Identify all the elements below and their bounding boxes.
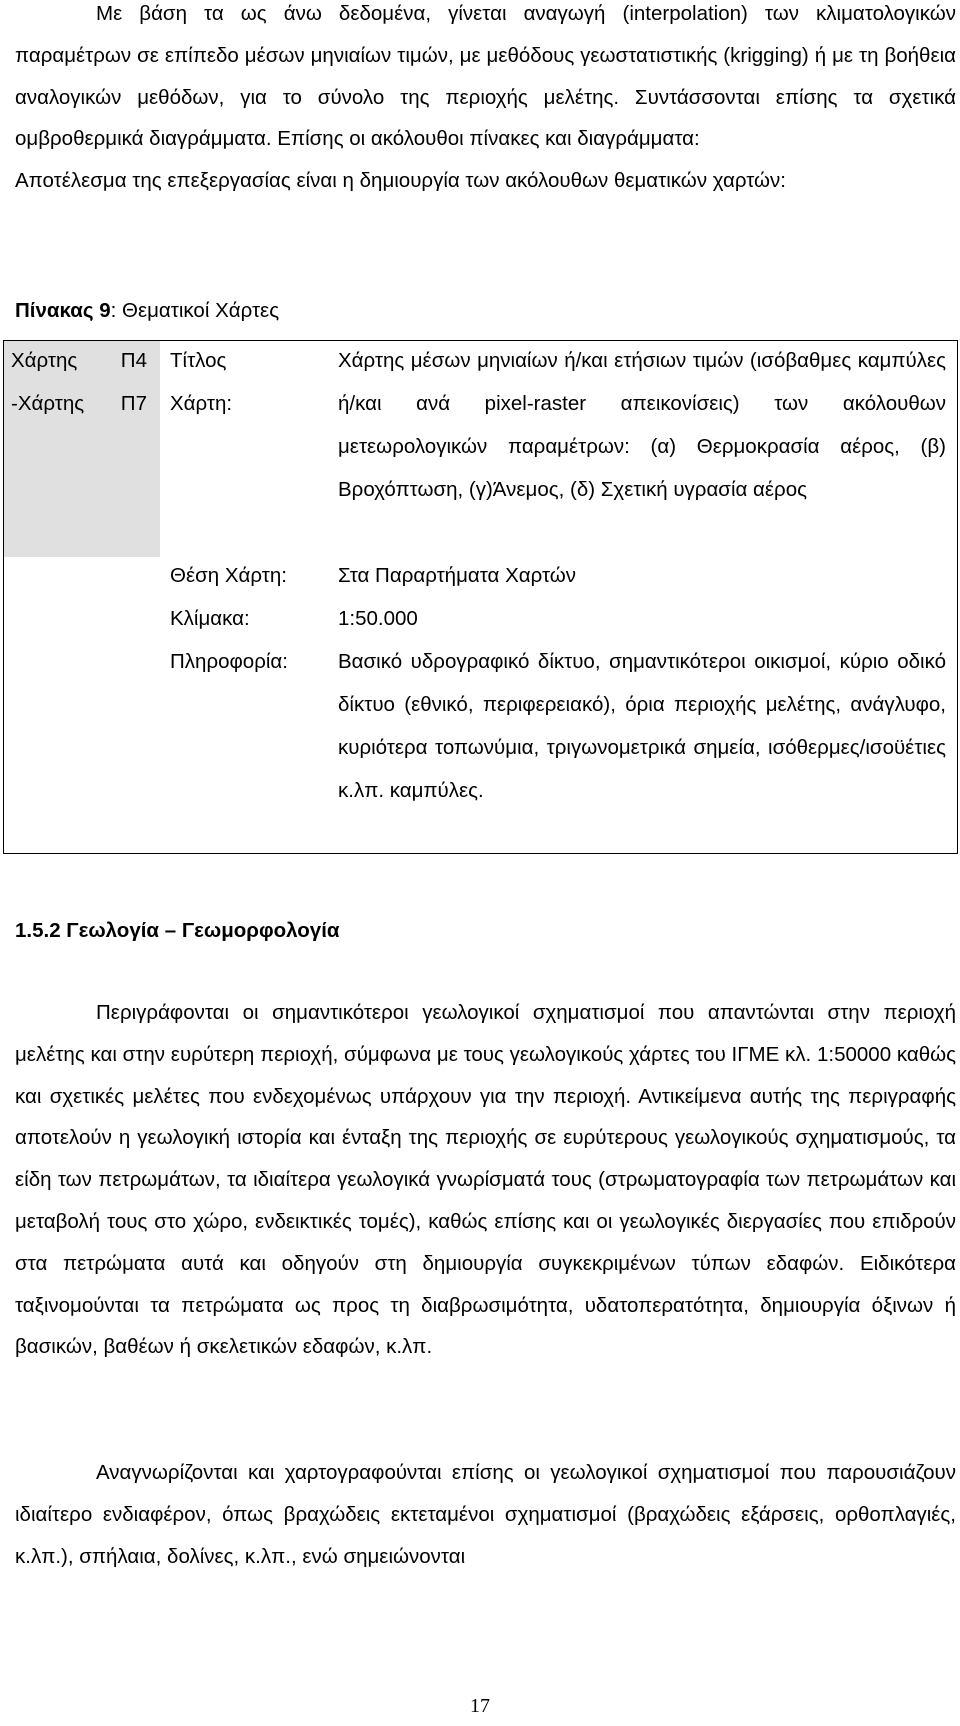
position-value: Στα Παραρτήματα Χαρτών: [338, 564, 577, 587]
title-value: Χάρτης μέσων μηνιαίων ή/και ετήσιων τιμών (ισόβαθμες καμπύλες ή/και ανά pixel-raster απεικονίσεις) των ακόλουθων μετεωρολογικών παραμέτρων: (α) Θερμοκρασία αέρος, (β) Βροχόπτωση, (γ)Άνεμος, (δ) Σχετική υγρασία αέρος: [338, 349, 946, 501]
intro-paragraphs: [15, 0, 956, 202]
scale-value: 1:50.000: [338, 607, 418, 630]
section-heading: 1.5.2 Γεωλογία – Γεωμορφολογία: [15, 919, 340, 942]
paragraph-thematic-maps: Αποτέλεσμα της επεξεργασίας είναι η δημιουργία των ακόλουθων θεματικών χαρτών:: [15, 169, 786, 193]
position-label: Θέση Χάρτη:: [170, 564, 287, 587]
paragraph-interpolation: Με βάση τα ως άνω δεδομένα, γίνεται αναγωγή (interpolation) των κλιματολογικών παραμέτρων σε επίπεδο μέσων μηνιαίων τιμών, με μεθόδους γεωστατιστικής (krigging) ή με τη βοήθεια αναλογικών μεθόδων, για το σύνολο της περιοχής μελέτης. Συντάσσονται επίσης τα σχετικά ομβροθερμικά διαγράμματα. Επίσης οι ακόλουθοι πίνακες και διαγράμματα:: [15, 2, 956, 151]
table-caption-number: Πίνακας 9: [15, 299, 111, 322]
title-label: Τίτλος Χάρτη:: [170, 349, 233, 415]
table-caption: [15, 290, 279, 332]
thematic-maps-table: [3, 340, 958, 854]
info-label: Πληροφορία:: [170, 650, 288, 673]
page-number: 17: [470, 1695, 490, 1717]
paragraph-geology: Περιγράφονται οι σημαντικότεροι γεωλογικοί σχηματισμοί που απαντώνται στην περιοχή μελέτης και στην ευρύτερη περιοχή, σύμφωνα με τους γεωλογικούς χάρτες του ΙΓΜΕ κλ. 1:50000 καθώς και σχετικές μελέτες που ενδεχομένως υπάρχουν για την περιοχή. Αντικείμενα αυτής της περιγραφής αποτελούν η γεωλογική ιστορία και ένταξη της περιοχής σε ευρύτερους γεωλογικούς σχηματισμούς, τα είδη των πετρωμάτων, τα ιδιαίτερα γεωλογικά γνωρίσματά τους (στρωματογραφία των πετρωμάτων και μεταβολή τους στο χώρο, ενδεικτικές τομές), καθώς επίσης και οι γεωλογικές διεργασίες που επιδρούν στα πετρώματα αυτά και οδηγούν στη δημιουργία συγκεκριμένων τύπων εδαφών. Ειδικότερα ταξινομούνται τα πετρώματα ως προς τη διαβρωσιμότητα, υδατοπερατότητα, δημιουργία όξινων ή βασικών, βαθέων ή σκελετικών εδαφών, κ.λπ.: [15, 1001, 956, 1359]
map-id-cell: Χάρτης Π4 -Χάρτης Π7: [11, 349, 147, 415]
scale-label: Κλίμακα:: [170, 607, 250, 630]
info-value: Βασικό υδρογραφικό δίκτυο, σημαντικότεροι οικισμοί, κύριο οδικό δίκτυο (εθνικό, περιφερειακό), όρια περιοχής μελέτης, ανάγλυφο, κυριότερα τοπωνύμια, τριγωνομετρικά σημεία, ισόθερμες/ισοϋέτιες κ.λπ. καμπύλες.: [338, 650, 946, 802]
table-caption-text: : Θεματικοί Χάρτες: [110, 299, 280, 322]
paragraph-formations: Αναγνωρίζονται και χαρτογραφούνται επίσης οι γεωλογικοί σχηματισμοί που παρουσιάζουν ιδιαίτερο ενδιαφέρον, όπως βραχώδεις εκτεταμένοι σχηματισμοί (βραχώδεις εξάρσεις, ορθοπλαγιές, κ.λπ.), σπήλαια, δολίνες, κ.λπ., ενώ σημειώνονται: [15, 1461, 956, 1568]
